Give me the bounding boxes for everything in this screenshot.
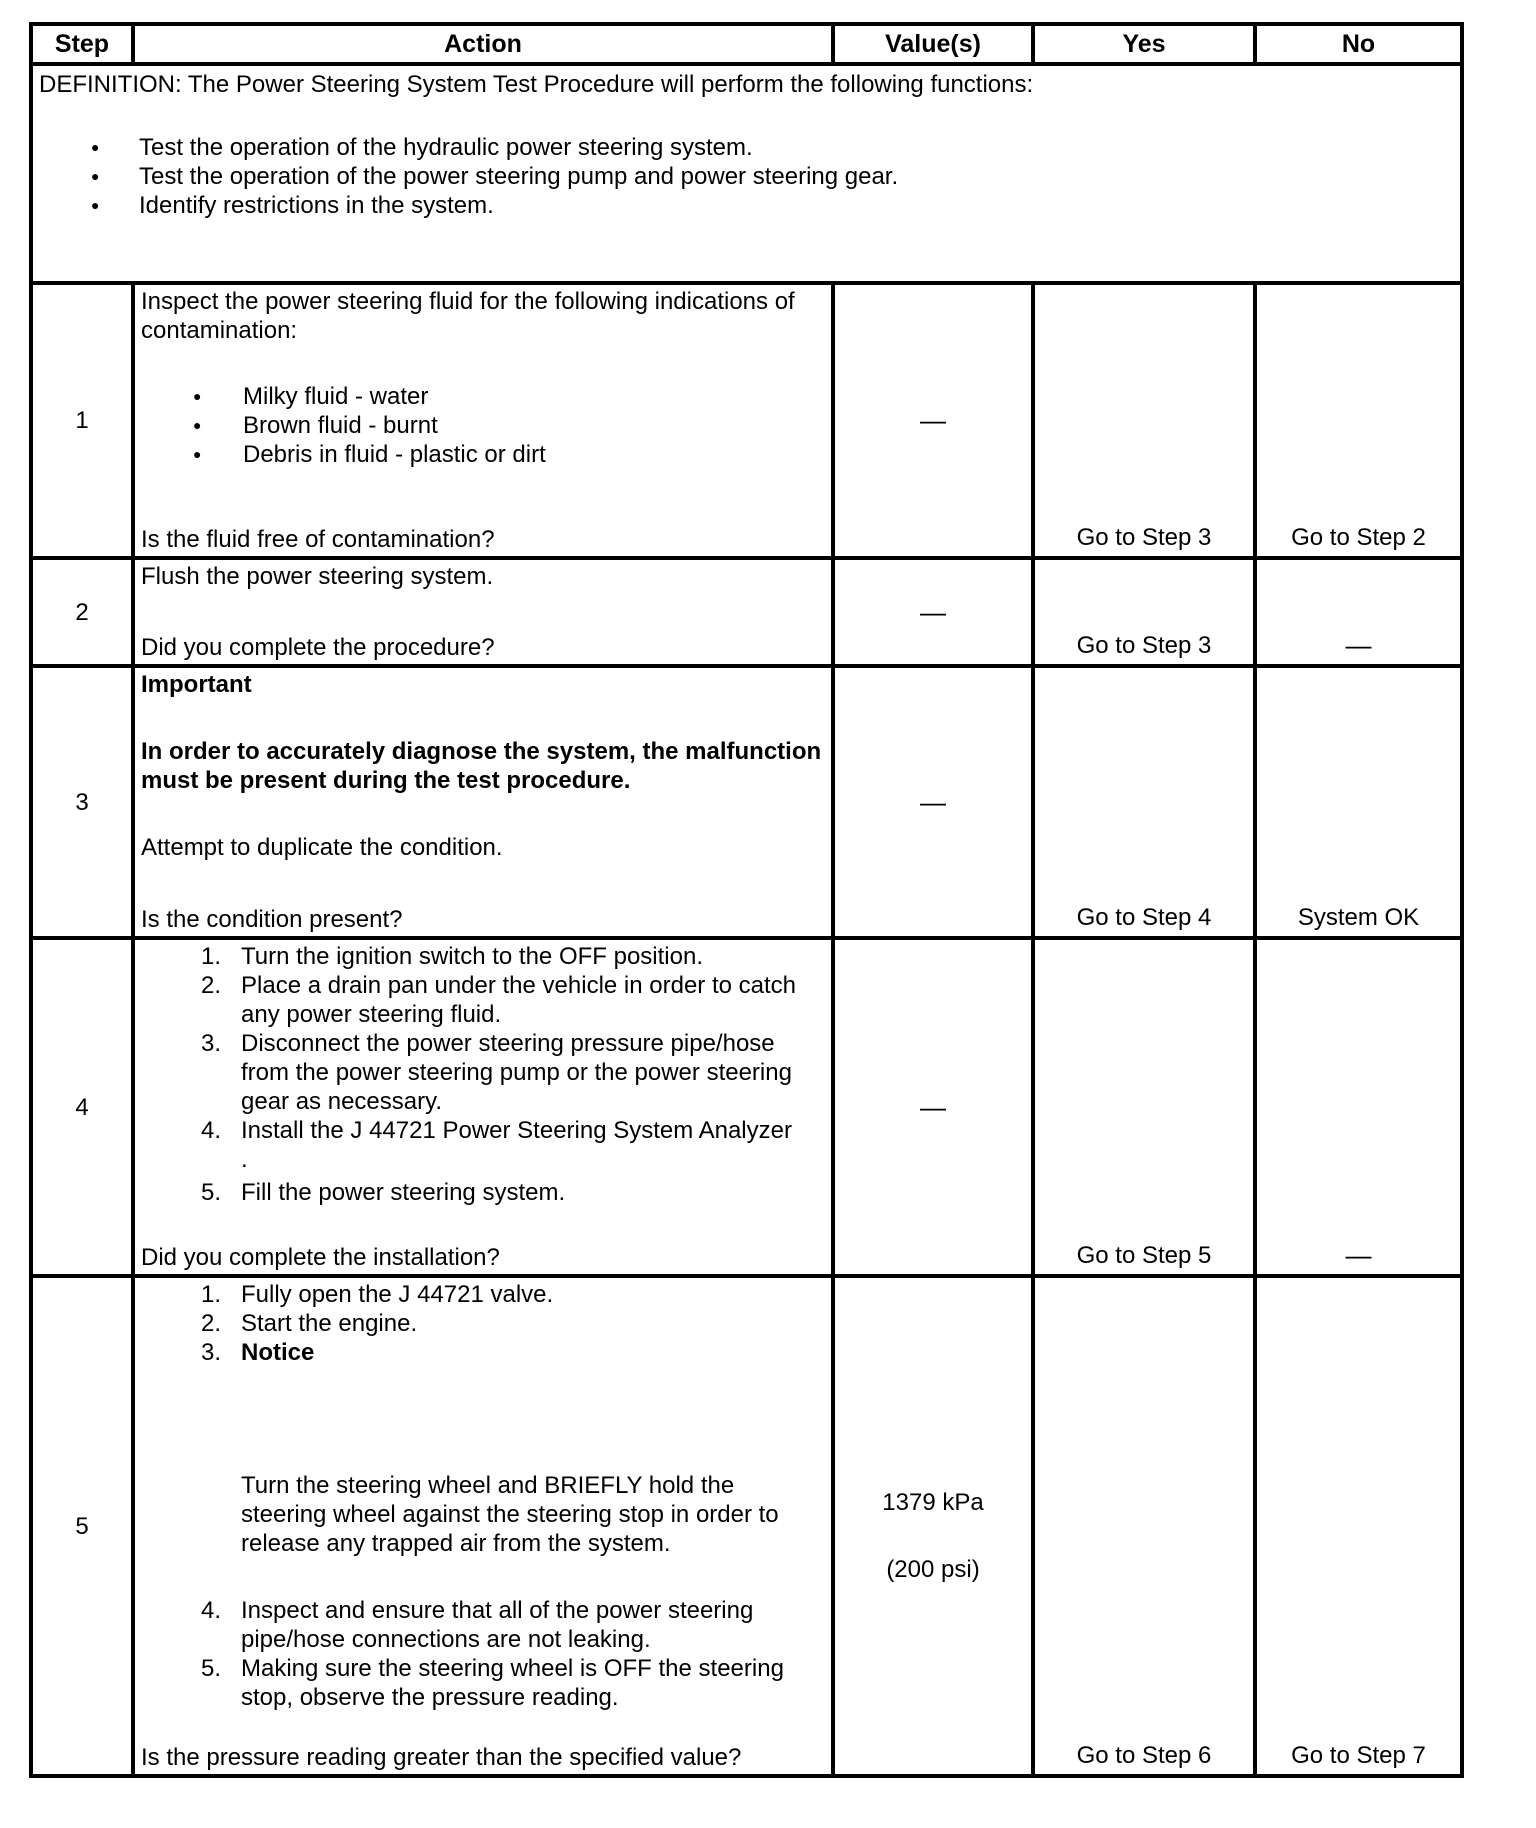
- contamination-list: [141, 382, 825, 469]
- action-question: Is the condition present?: [141, 906, 403, 933]
- list-item: 1. Turn the ignition switch to the OFF position.: [200, 943, 703, 970]
- no-cell: Go to Step 2: [1253, 285, 1460, 556]
- table-row-step-5: [33, 1274, 1460, 1774]
- action-cell: [131, 940, 831, 1274]
- step-number: 4: [75, 1093, 89, 1121]
- step-number: 1: [75, 407, 89, 434]
- action-cell: [131, 668, 831, 936]
- list-item: 3. Notice: [200, 1339, 315, 1366]
- list-item: 2. Start the engine.: [200, 1310, 418, 1337]
- list-item: 1. Fully open the J 44721 valve.: [200, 1281, 554, 1308]
- step-number: 5: [75, 1512, 89, 1540]
- definition-list: [39, 133, 1454, 220]
- header-step: Step: [54, 30, 110, 58]
- pressure-value-kpa: 1379 kPa: [882, 1489, 984, 1516]
- definition-row: [33, 62, 1460, 281]
- no-cell: —: [1253, 940, 1460, 1274]
- step-number: 3: [75, 788, 89, 816]
- list-item: 4. Install the J 44721 Power Steering System Analyzer .: [200, 1117, 792, 1173]
- definition-text: DEFINITION: The Power Steering System Test Procedure will perform the following functions:: [39, 71, 1034, 98]
- header-no: No: [1253, 26, 1460, 62]
- important-heading: Important: [141, 671, 252, 698]
- action-cell: [131, 560, 831, 664]
- table-row-step-4: [33, 936, 1460, 1274]
- list-item: ● Debris in fluid - plastic or dirt: [141, 440, 825, 469]
- yes-cell: Go to Step 5: [1031, 940, 1253, 1274]
- step-number: 2: [75, 598, 89, 626]
- action-question: Is the fluid free of contamination?: [141, 526, 495, 553]
- action-question: Did you complete the procedure?: [141, 634, 495, 661]
- test-steps-continued: [141, 1596, 825, 1712]
- list-item: 5. Fill the power steering system.: [200, 1179, 566, 1206]
- table-row-step-3: [33, 664, 1460, 936]
- list-item: ● Test the operation of the power steering pump and power steering gear.: [39, 162, 1454, 191]
- header-row: [33, 26, 1460, 62]
- yes-cell: Go to Step 4: [1031, 668, 1253, 936]
- no-cell: —: [1253, 560, 1460, 664]
- value-cell: —: [831, 668, 1031, 936]
- yes-cell: Go to Step 6: [1031, 1278, 1253, 1774]
- list-item: ● Identify restrictions in the system.: [39, 191, 1454, 220]
- value-cell: —: [831, 940, 1031, 1274]
- value-cell: —: [831, 285, 1031, 556]
- action-question: Did you complete the installation?: [141, 1244, 500, 1271]
- table-row-step-2: [33, 556, 1460, 664]
- no-cell: Go to Step 7: [1253, 1278, 1460, 1774]
- header-action: Action: [131, 26, 831, 62]
- action-cell: [131, 285, 831, 556]
- action-text: Flush the power steering system.: [141, 563, 494, 590]
- installation-steps: [141, 942, 825, 1207]
- header-values: Value(s): [831, 26, 1031, 62]
- action-text: Attempt to duplicate the condition.: [141, 834, 503, 861]
- action-question: Is the pressure reading greater than the specified value?: [141, 1744, 742, 1771]
- list-item: 4. Inspect and ensure that all of the power steering pipe/hose connections are not leaking.: [200, 1597, 754, 1653]
- list-item: ● Milky fluid - water: [141, 382, 825, 411]
- action-cell: [131, 1278, 831, 1774]
- action-intro: Inspect the power steering fluid for the following indications of contamination:: [141, 288, 795, 344]
- list-item: 5. Making sure the steering wheel is OFF the steering stop, observe the pressure reading.: [200, 1655, 784, 1711]
- important-text: In order to accurately diagnose the system, the malfunction must be present during the test procedure.: [141, 738, 822, 794]
- no-cell: System OK: [1253, 668, 1460, 936]
- test-steps: [141, 1280, 825, 1367]
- diagnostic-table: [29, 22, 1464, 1778]
- table-row-step-1: [33, 281, 1460, 556]
- list-item: ● Brown fluid - burnt: [141, 411, 825, 440]
- list-item: 3. Disconnect the power steering pressure pipe/hose from the power steering pump or the power steering gear as necessary.: [200, 1030, 792, 1115]
- list-item: 2. Place a drain pan under the vehicle in order to catch any power steering fluid.: [200, 972, 797, 1028]
- notice-text: Turn the steering wheel and BRIEFLY hold the steering wheel against the steering stop in order to release any trapped air from the system.: [241, 1472, 779, 1557]
- pressure-value-psi: (200 psi): [886, 1556, 980, 1583]
- list-item: ● Test the operation of the hydraulic power steering system.: [39, 133, 1454, 162]
- header-yes: Yes: [1031, 26, 1253, 62]
- yes-cell: Go to Step 3: [1031, 285, 1253, 556]
- value-cell: [831, 1278, 1031, 1774]
- yes-cell: Go to Step 3: [1031, 560, 1253, 664]
- value-cell: —: [831, 560, 1031, 664]
